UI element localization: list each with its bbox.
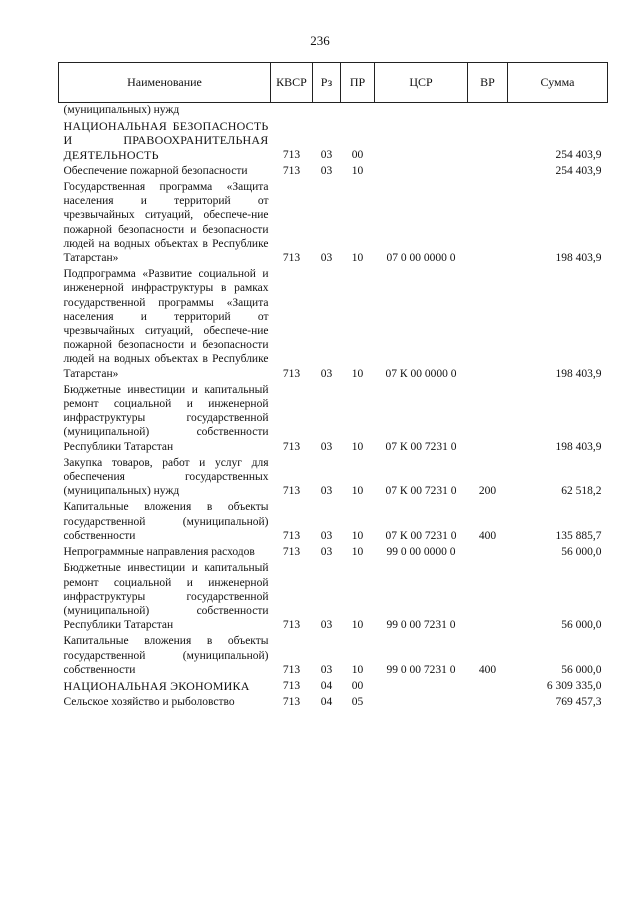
- cell-pr: 10: [351, 546, 364, 559]
- cell-vr: 400: [478, 663, 497, 676]
- cell-csr: 07 0 00 0000 0: [386, 252, 456, 265]
- cell-vr: [468, 117, 508, 162]
- cell-name: Бюджетные инвестиции и капитальный ремонт социальной и инженерной инфраструктуры государственной (муниципальной) собственности Республики Татарстан: [63, 383, 269, 453]
- cell-pr: 10: [351, 252, 364, 265]
- cell-csr: [375, 693, 468, 709]
- cell-name: НАЦИОНАЛЬНАЯ БЕЗОПАСНОСТЬ И ПРАВООХРАНИТЕЛЬНАЯ ДЕЯТЕЛЬНОСТЬ: [63, 119, 269, 162]
- cell-csr: 99 0 00 7231 0: [386, 663, 456, 676]
- table-row: [59, 178, 608, 265]
- cell-sum: 254 403,9: [555, 164, 602, 177]
- cell-vr: [468, 178, 508, 265]
- cell-rz: 03: [320, 440, 333, 453]
- cell-sum: 769 457,3: [555, 696, 602, 709]
- cell-rz: 03: [320, 546, 333, 559]
- table-row: [59, 454, 608, 499]
- cell-csr: [375, 103, 468, 118]
- cell-vr: [468, 103, 508, 118]
- budget-table: [58, 62, 608, 709]
- cell-pr: 05: [351, 696, 364, 709]
- cell-pr: 00: [351, 148, 364, 161]
- cell-vr: [468, 162, 508, 178]
- cell-sum: 56 000,0: [561, 619, 602, 632]
- table-header: [59, 63, 608, 103]
- cell-name: НАЦИОНАЛЬНАЯ ЭКОНОМИКА: [63, 678, 250, 693]
- cell-name: Бюджетные инвестиции и капитальный ремонт социальной и инженерной инфраструктуры государственной (муниципальной) собственности Республики Татарстан: [63, 562, 269, 632]
- cell-pr: 00: [351, 679, 364, 692]
- cell-kvsr: 713: [282, 440, 301, 453]
- cell-sum: 135 885,7: [555, 529, 602, 542]
- cell-sum: 254 403,9: [555, 148, 602, 161]
- cell-name: Непрограммные направления расходов: [63, 546, 255, 559]
- cell-rz: 04: [320, 696, 333, 709]
- cell-sum: 56 000,0: [561, 546, 602, 559]
- header-kvsr: КВСР: [271, 63, 313, 103]
- cell-csr: 99 0 00 7231 0: [386, 619, 456, 632]
- cell-kvsr: 713: [282, 367, 301, 380]
- cell-kvsr: 713: [282, 663, 301, 676]
- table-row: [59, 381, 608, 454]
- cell-name: Закупка товаров, работ и услуг для обеспечения государственных (муниципальных) нужд: [63, 456, 269, 498]
- cell-kvsr: 713: [282, 696, 301, 709]
- cell-name: Капитальные вложения в объекты государственной (муниципальной) собственности: [63, 635, 269, 676]
- cell-pr: 10: [351, 485, 364, 498]
- cell-kvsr: 713: [282, 485, 301, 498]
- table-row: [59, 559, 608, 632]
- cell-rz: 03: [320, 252, 333, 265]
- budget-table-container: [58, 62, 607, 709]
- header-row: [59, 63, 608, 103]
- header-pr: ПР: [341, 63, 375, 103]
- table-row: [59, 103, 608, 118]
- cell-kvsr: 713: [282, 679, 301, 692]
- cell-kvsr: 713: [282, 619, 301, 632]
- cell-sum: 62 518,2: [561, 485, 602, 498]
- cell-kvsr: 713: [282, 529, 301, 542]
- cell-vr: [468, 677, 508, 693]
- cell-pr: 10: [351, 440, 364, 453]
- header-rz: Рз: [313, 63, 341, 103]
- cell-name: Подпрограмма «Развитие социальной и инженерной инфраструктуры в рамках государственной программы «Защита населения и территорий от чрезвычайных ситуаций, обеспече-ние пожарной безопасности и безопасности людей на водных объектах в Республике Татарстан»: [63, 268, 269, 380]
- cell-vr: 200: [478, 485, 497, 498]
- cell-csr: [375, 162, 468, 178]
- cell-pr: 10: [351, 619, 364, 632]
- cell-vr: [468, 265, 508, 381]
- header-name: Наименование: [59, 63, 271, 103]
- cell-kvsr: 713: [282, 252, 301, 265]
- cell-rz: 03: [320, 485, 333, 498]
- cell-sum: 56 000,0: [561, 663, 602, 676]
- cell-rz: [313, 103, 341, 118]
- cell-vr: [468, 693, 508, 709]
- cell-pr: 10: [351, 663, 364, 676]
- cell-rz: 03: [320, 529, 333, 542]
- table-row: [59, 117, 608, 162]
- cell-name: Капитальные вложения в объекты государственной (муниципальной) собственности: [63, 501, 269, 542]
- cell-csr: [375, 677, 468, 693]
- cell-pr: 10: [351, 164, 364, 177]
- table-row: [59, 677, 608, 693]
- cell-csr: 07 К 00 7231 0: [385, 529, 457, 542]
- cell-kvsr: [271, 103, 313, 118]
- cell-name: Сельское хозяйство и рыболовство: [63, 696, 235, 709]
- cell-vr: [468, 543, 508, 559]
- table-row: [59, 543, 608, 559]
- cell-sum: 198 403,9: [555, 252, 602, 265]
- cell-rz: 03: [320, 663, 333, 676]
- cell-vr: [468, 559, 508, 632]
- table-row: [59, 498, 608, 543]
- cell-vr: 400: [478, 529, 497, 542]
- header-vr: ВР: [468, 63, 508, 103]
- cell-csr: [375, 117, 468, 162]
- table-row: [59, 693, 608, 709]
- cell-sum: 198 403,9: [555, 440, 602, 453]
- cell-csr: 07 К 00 7231 0: [385, 440, 457, 453]
- cell-kvsr: 713: [282, 148, 301, 161]
- cell-sum: 6 309 335,0: [546, 679, 602, 692]
- cell-rz: 03: [320, 367, 333, 380]
- cell-kvsr: 713: [282, 164, 301, 177]
- page-number: 236: [310, 33, 330, 48]
- cell-vr: [468, 381, 508, 454]
- cell-csr: 07 К 00 7231 0: [385, 485, 457, 498]
- cell-pr: 10: [351, 529, 364, 542]
- cell-kvsr: 713: [282, 546, 301, 559]
- cell-pr: 10: [351, 367, 364, 380]
- cell-name: (муниципальных) нужд: [63, 104, 180, 116]
- cell-rz: 03: [320, 148, 333, 161]
- cell-rz: 04: [320, 679, 333, 692]
- cell-csr: 07 К 00 0000 0: [385, 367, 457, 380]
- table-row: [59, 632, 608, 677]
- header-csr: ЦСР: [375, 63, 468, 103]
- table-body: [59, 103, 608, 710]
- cell-sum: [508, 103, 608, 118]
- cell-sum: 198 403,9: [555, 367, 602, 380]
- cell-rz: 03: [320, 619, 333, 632]
- table-row: [59, 162, 608, 178]
- table-row: [59, 265, 608, 381]
- cell-name: Обеспечение пожарной безопасности: [63, 164, 248, 177]
- cell-pr: [341, 103, 375, 118]
- header-sum: Сумма: [508, 63, 608, 103]
- cell-csr: 99 0 00 0000 0: [386, 546, 456, 559]
- cell-name: Государственная программа «Защита населения и территорий от чрезвычайных ситуаций, обеспече-ние пожарной безопасности и безопасности людей на водных объектах в Республике Татарстан»: [63, 181, 269, 265]
- cell-rz: 03: [320, 164, 333, 177]
